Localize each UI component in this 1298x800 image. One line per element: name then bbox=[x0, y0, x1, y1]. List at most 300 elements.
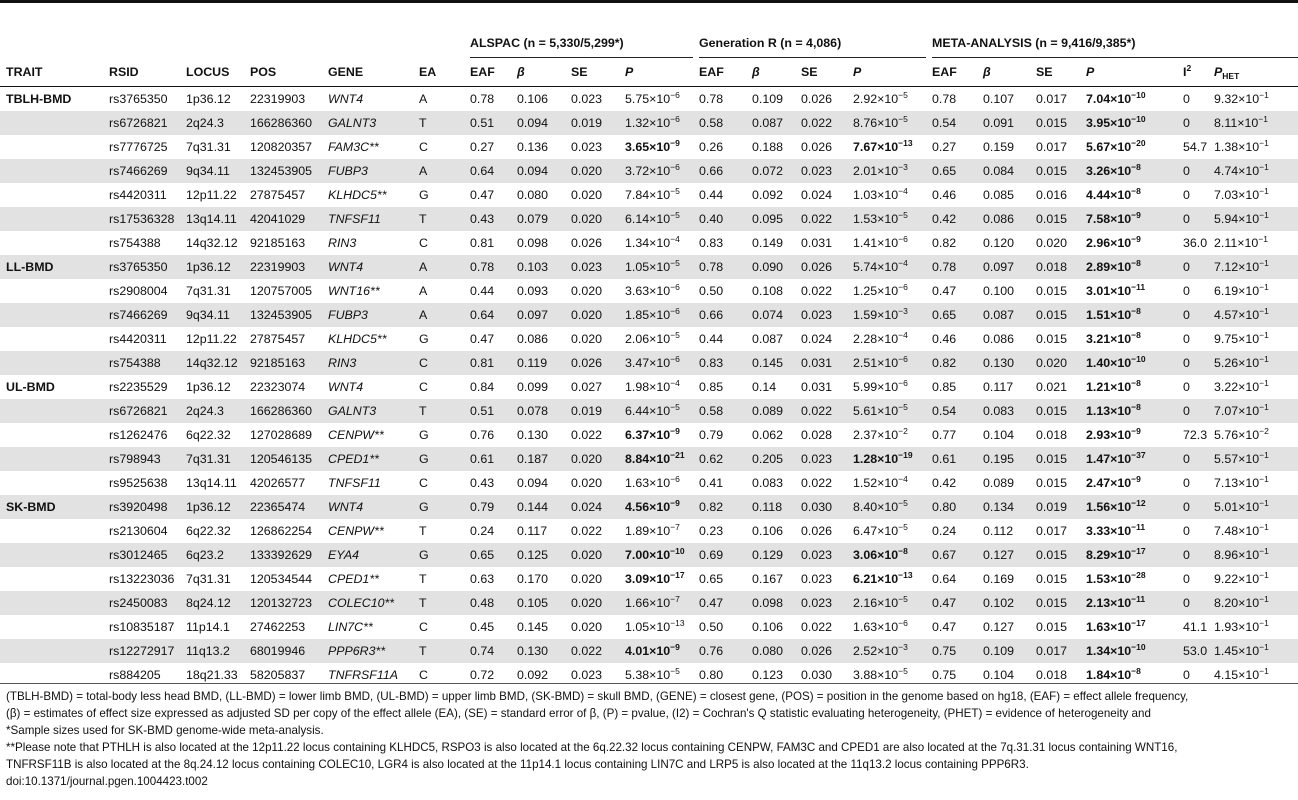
cell-meta-se: 0.018 bbox=[1036, 668, 1068, 682]
cell-trait bbox=[0, 327, 103, 351]
cell-phet: $8.96\times 10^{-1}$ bbox=[1208, 543, 1298, 567]
cell-alspac-p: $2.06\times 10^{-5}$ bbox=[625, 330, 680, 346]
cell-meta-eaf: 0.47 bbox=[932, 620, 957, 634]
cell-genr-eaf: 0.65 bbox=[699, 572, 724, 586]
col-genr-eaf: EAF bbox=[693, 58, 746, 87]
cell-genr-p-mantissa: 1.03 bbox=[853, 188, 878, 202]
cell-pos: 27462253 bbox=[250, 620, 306, 634]
cell-i2: 0 bbox=[1183, 668, 1190, 682]
cell-alspac-se: 0.020 bbox=[565, 303, 619, 327]
cell-meta-beta: 0.083 bbox=[977, 399, 1030, 423]
cell-alspac-p-mantissa: 3.72 bbox=[625, 164, 650, 178]
cell-alspac-beta: 0.098 bbox=[517, 236, 549, 250]
cell-gene: WNT4 bbox=[328, 380, 364, 394]
cell-meta-eaf: 0.54 bbox=[926, 399, 977, 423]
cell-alspac-eaf: 0.63 bbox=[470, 572, 495, 586]
cell-meta-se: 0.015 bbox=[1030, 303, 1080, 327]
cell-alspac-p-exponent: −5 bbox=[670, 666, 680, 676]
cell-genr-eaf: 0.82 bbox=[693, 495, 746, 519]
cell-genr-p-exponent: −3 bbox=[898, 642, 908, 652]
cell-alspac-se: 0.020 bbox=[565, 591, 619, 615]
cell-alspac-p-mantissa: 4.01 bbox=[625, 644, 650, 658]
cell-genr-se: 0.023 bbox=[795, 303, 847, 327]
table-row bbox=[0, 255, 1298, 279]
cell-genr-p-mantissa: 2.16 bbox=[853, 596, 878, 610]
cell-alspac-beta: 0.130 bbox=[517, 428, 549, 442]
cell-genr-eaf: 0.83 bbox=[693, 351, 746, 375]
cell-ea: G bbox=[413, 543, 464, 567]
cell-alspac-p: $1.66\times 10^{-7}$ bbox=[619, 591, 693, 615]
cell-genr-p-exponent: −4 bbox=[898, 186, 908, 196]
cell-alspac-p-exponent: −6 bbox=[670, 306, 680, 316]
cell-genr-p-exponent: −19 bbox=[898, 450, 913, 460]
cell-alspac-eaf: 0.51 bbox=[464, 399, 511, 423]
cell-genr-p-exponent: −8 bbox=[898, 546, 908, 556]
cell-genr-beta: 0.087 bbox=[752, 332, 784, 346]
cell-gene: TNFSF11 bbox=[328, 476, 381, 490]
cell-genr-beta: 0.188 bbox=[752, 140, 784, 154]
cell-alspac-beta: 0.105 bbox=[511, 591, 565, 615]
cell-pos: 58205837 bbox=[250, 668, 306, 682]
cell-ea: T bbox=[413, 639, 464, 663]
cell-alspac-beta: 0.130 bbox=[511, 639, 565, 663]
cell-meta-p: $3.33\times 10^{-11}$ bbox=[1086, 522, 1146, 538]
cell-meta-p-exponent: −8 bbox=[1131, 162, 1141, 172]
cell-meta-beta: 0.086 bbox=[977, 207, 1030, 231]
cell-i2: 54.7 bbox=[1183, 140, 1208, 154]
col-i2: $I^2$ bbox=[1177, 58, 1208, 87]
cell-genr-eaf: 0.44 bbox=[699, 188, 724, 202]
cell-phet-exponent: −1 bbox=[1259, 90, 1269, 100]
cell-pos: 92185163 bbox=[244, 351, 322, 375]
cell-alspac-beta: 0.106 bbox=[517, 92, 549, 106]
cell-rsid: rs4420311 bbox=[109, 332, 167, 346]
cell-rsid: rs12272917 bbox=[103, 639, 180, 663]
cell-phet-mantissa: 3.22 bbox=[1214, 380, 1239, 394]
cell-meta-beta: 0.091 bbox=[977, 111, 1030, 135]
cell-genr-p: $2.28\times 10^{-4}$ bbox=[853, 330, 908, 346]
cell-genr-p: $1.52\times 10^{-4}$ bbox=[853, 474, 908, 490]
cell-genr-p-mantissa: 2.51 bbox=[853, 356, 878, 370]
cell-meta-p-mantissa: 7.04 bbox=[1086, 92, 1111, 106]
cell-alspac-p-mantissa: 2.06 bbox=[625, 332, 650, 346]
cell-alspac-beta: 0.086 bbox=[517, 332, 549, 346]
cell-alspac-eaf: 0.47 bbox=[470, 188, 495, 202]
cell-meta-eaf: 0.75 bbox=[932, 668, 957, 682]
cell-meta-p-mantissa: 3.01 bbox=[1086, 284, 1111, 298]
cell-alspac-p: $3.09\times 10^{-17}$ bbox=[625, 570, 685, 586]
cell-alspac-p-mantissa: 1.89 bbox=[625, 524, 650, 538]
cell-i2: 0 bbox=[1183, 524, 1190, 538]
cell-genr-beta: 0.092 bbox=[752, 188, 784, 202]
cell-phet: $8.20\times 10^{-1}$ bbox=[1208, 591, 1298, 615]
cell-alspac-p-exponent: −5 bbox=[670, 402, 680, 412]
cell-phet-mantissa: 1.93 bbox=[1214, 620, 1239, 634]
cell-meta-p-mantissa: 3.26 bbox=[1086, 164, 1111, 178]
cell-meta-beta: 0.159 bbox=[983, 140, 1015, 154]
cell-alspac-p-mantissa: 1.34 bbox=[625, 236, 650, 250]
cell-meta-eaf: 0.46 bbox=[932, 188, 957, 202]
cell-gene: COLEC10** bbox=[322, 591, 413, 615]
cell-i2: 0 bbox=[1183, 332, 1190, 346]
cell-meta-eaf: 0.47 bbox=[926, 591, 977, 615]
cell-alspac-p-exponent: −6 bbox=[670, 354, 680, 364]
table-footnotes bbox=[6, 688, 1296, 790]
cell-ea: G bbox=[419, 188, 429, 202]
footnote-loci-2: TNFRSF11B is also located at the 8q.24.12 locus containing COLEC10, LGR4 is also located at the 11p14.1 locus containing LIN7C and LRP5 is also located at the 11q13.2 locus containing PPP6R3. bbox=[6, 758, 1029, 771]
col-alspac-beta: β bbox=[511, 58, 565, 87]
cell-gene: WNT16** bbox=[328, 284, 380, 298]
cell-alspac-p: $3.63\times 10^{-6}$ bbox=[625, 282, 680, 298]
cell-phet: $7.07\times 10^{-1}$ bbox=[1208, 399, 1298, 423]
cell-meta-p-mantissa: 1.51 bbox=[1086, 308, 1111, 322]
cell-alspac-beta: 0.125 bbox=[511, 543, 565, 567]
cell-i2: 36.0 bbox=[1183, 236, 1208, 250]
cell-locus: 1p36.12 bbox=[186, 92, 231, 106]
col-rsid: RSID bbox=[103, 58, 180, 87]
cell-trait bbox=[0, 303, 103, 327]
cell-genr-p: $8.40\times 10^{-5}$ bbox=[847, 495, 926, 519]
cell-phet-exponent: −1 bbox=[1259, 498, 1269, 508]
table-row bbox=[0, 279, 1298, 303]
cell-alspac-eaf: 0.78 bbox=[464, 255, 511, 279]
col-alspac-se: SE bbox=[565, 58, 619, 87]
footer-rule bbox=[0, 683, 1298, 684]
cell-genr-se: 0.028 bbox=[801, 428, 833, 442]
cell-meta-se: 0.015 bbox=[1030, 447, 1080, 471]
cell-alspac-se: 0.023 bbox=[565, 255, 619, 279]
cell-genr-beta: 0.118 bbox=[746, 495, 795, 519]
cell-rsid: rs4420311 bbox=[109, 188, 167, 202]
group-alspac: ALSPAC (n = 5,330/5,299*) bbox=[464, 28, 693, 58]
cell-locus: 2q24.3 bbox=[180, 111, 244, 135]
table-row bbox=[0, 183, 1298, 207]
cell-alspac-p-exponent: −21 bbox=[670, 450, 685, 460]
cell-genr-eaf: 0.85 bbox=[699, 380, 724, 394]
cell-rsid: rs7466269 bbox=[103, 303, 180, 327]
cell-genr-beta: 0.14 bbox=[752, 380, 777, 394]
cell-trait bbox=[0, 399, 103, 423]
cell-alspac-beta: 0.144 bbox=[511, 495, 565, 519]
cell-phet: $4.15\times 10^{-1}$ bbox=[1214, 666, 1269, 682]
table-row bbox=[0, 447, 1298, 471]
cell-trait bbox=[0, 639, 103, 663]
table-row bbox=[0, 591, 1298, 615]
cell-meta-se: 0.015 bbox=[1030, 543, 1080, 567]
cell-alspac-p: $7.00\times 10^{-10}$ bbox=[619, 543, 693, 567]
cell-phet-exponent: −1 bbox=[1259, 402, 1269, 412]
cell-meta-se: 0.015 bbox=[1036, 284, 1068, 298]
cell-phet-mantissa: 5.26 bbox=[1214, 356, 1239, 370]
cell-meta-p: $1.53\times 10^{-28}$ bbox=[1086, 570, 1146, 586]
cell-genr-p-mantissa: 1.53 bbox=[853, 212, 878, 226]
cell-genr-se: 0.022 bbox=[801, 284, 833, 298]
cell-phet-exponent: −1 bbox=[1259, 210, 1269, 220]
cell-genr-beta: 0.129 bbox=[746, 543, 795, 567]
cell-alspac-p-mantissa: 3.09 bbox=[625, 572, 650, 586]
cell-genr-beta: 0.106 bbox=[752, 620, 784, 634]
cell-meta-beta: 0.107 bbox=[983, 92, 1015, 106]
cell-genr-beta: 0.123 bbox=[752, 668, 784, 682]
cell-phet-mantissa: 1.38 bbox=[1214, 140, 1239, 154]
cell-alspac-se: 0.020 bbox=[571, 620, 603, 634]
cell-meta-beta: 0.104 bbox=[983, 668, 1015, 682]
cell-meta-p-exponent: −28 bbox=[1131, 570, 1146, 580]
cell-genr-p: $3.88\times 10^{-5}$ bbox=[853, 666, 908, 682]
cell-alspac-beta: 0.097 bbox=[511, 303, 565, 327]
cell-genr-se: 0.026 bbox=[801, 524, 833, 538]
cell-meta-se: 0.016 bbox=[1036, 188, 1068, 202]
cell-alspac-p: $4.01\times 10^{-9}$ bbox=[619, 639, 693, 663]
cell-phet: $6.19\times 10^{-1}$ bbox=[1214, 282, 1269, 298]
cell-meta-p: $1.47\times 10^{-37}$ bbox=[1080, 447, 1177, 471]
footnote-sample-sizes: *Sample sizes used for SK-BMD genome-wide meta-analysis. bbox=[6, 724, 324, 737]
cell-meta-se: 0.017 bbox=[1036, 140, 1068, 154]
cell-alspac-eaf: 0.81 bbox=[464, 351, 511, 375]
cell-genr-p-mantissa: 2.52 bbox=[853, 644, 878, 658]
cell-meta-se: 0.015 bbox=[1030, 111, 1080, 135]
cell-meta-p-exponent: −8 bbox=[1131, 402, 1141, 412]
cell-meta-eaf: 0.78 bbox=[932, 92, 957, 106]
cell-genr-se: 0.023 bbox=[795, 543, 847, 567]
cell-genr-p: $1.03\times 10^{-4}$ bbox=[853, 186, 908, 202]
cell-genr-p-mantissa: 1.25 bbox=[853, 284, 878, 298]
cell-meta-eaf: 0.61 bbox=[926, 447, 977, 471]
cell-phet: $4.57\times 10^{-1}$ bbox=[1208, 303, 1298, 327]
cell-meta-p-exponent: −9 bbox=[1131, 474, 1141, 484]
cell-alspac-eaf: 0.74 bbox=[464, 639, 511, 663]
cell-ea: T bbox=[413, 111, 464, 135]
cell-meta-beta: 0.102 bbox=[977, 591, 1030, 615]
cell-phet-mantissa: 7.03 bbox=[1214, 188, 1239, 202]
cell-meta-p-mantissa: 1.21 bbox=[1086, 380, 1111, 394]
cell-phet: $8.11\times 10^{-1}$ bbox=[1208, 111, 1298, 135]
cell-genr-p: $2.37\times 10^{-2}$ bbox=[853, 426, 908, 442]
cell-rsid: rs1262476 bbox=[109, 428, 168, 442]
cell-locus: 7q31.31 bbox=[186, 284, 231, 298]
cell-meta-p-mantissa: 1.56 bbox=[1086, 500, 1111, 514]
cell-alspac-p-exponent: −4 bbox=[670, 234, 680, 244]
cell-phet-exponent: −1 bbox=[1259, 306, 1269, 316]
cell-meta-se: 0.015 bbox=[1036, 332, 1068, 346]
cell-genr-p-mantissa: 1.59 bbox=[853, 308, 878, 322]
cell-genr-p: $1.28\times 10^{-19}$ bbox=[847, 447, 926, 471]
cell-alspac-p: $6.14\times 10^{-5}$ bbox=[619, 207, 693, 231]
cell-gene: FAM3C** bbox=[328, 140, 379, 154]
cell-meta-p-mantissa: 8.29 bbox=[1086, 548, 1111, 562]
cell-i2: 0 bbox=[1177, 591, 1208, 615]
cell-genr-eaf: 0.69 bbox=[693, 543, 746, 567]
cell-alspac-se: 0.020 bbox=[565, 543, 619, 567]
cell-genr-beta: 0.074 bbox=[746, 303, 795, 327]
cell-gene: RIN3 bbox=[328, 236, 357, 250]
cell-phet-mantissa: 8.11 bbox=[1214, 116, 1238, 130]
cell-phet-mantissa: 9.22 bbox=[1214, 572, 1239, 586]
cell-meta-eaf: 0.64 bbox=[932, 572, 957, 586]
cell-pos: 22365474 bbox=[244, 495, 322, 519]
cell-genr-se: 0.026 bbox=[795, 639, 847, 663]
cell-genr-p-mantissa: 5.74 bbox=[853, 260, 878, 274]
cell-alspac-eaf: 0.76 bbox=[470, 428, 495, 442]
cell-genr-p: $5.99\times 10^{-6}$ bbox=[853, 378, 908, 394]
cell-genr-beta: 0.062 bbox=[752, 428, 784, 442]
cell-genr-beta: 0.090 bbox=[746, 255, 795, 279]
cell-pos: 22319903 bbox=[244, 255, 322, 279]
cell-genr-eaf: 0.78 bbox=[693, 255, 746, 279]
cell-ea: T bbox=[419, 524, 427, 538]
col-gene: GENE bbox=[322, 58, 413, 87]
cell-trait bbox=[0, 111, 103, 135]
cell-genr-p-exponent: −5 bbox=[898, 522, 908, 532]
cell-alspac-p-exponent: −9 bbox=[670, 426, 680, 436]
cell-gene: RIN3 bbox=[322, 351, 413, 375]
cell-meta-eaf: 0.82 bbox=[926, 351, 977, 375]
cell-meta-beta: 0.169 bbox=[983, 572, 1015, 586]
cell-alspac-beta: 0.136 bbox=[517, 140, 549, 154]
cell-meta-p-exponent: −8 bbox=[1131, 258, 1141, 268]
cell-rsid: rs2908004 bbox=[109, 284, 168, 298]
cell-alspac-p-mantissa: 1.63 bbox=[625, 476, 650, 490]
cell-alspac-eaf: 0.64 bbox=[464, 159, 511, 183]
cell-genr-p-mantissa: 1.41 bbox=[853, 236, 878, 250]
cell-meta-p-mantissa: 3.95 bbox=[1086, 116, 1111, 130]
cell-alspac-p-exponent: −9 bbox=[670, 138, 680, 148]
cell-phet-mantissa: 1.45 bbox=[1214, 644, 1239, 658]
cell-meta-p: $1.21\times 10^{-8}$ bbox=[1086, 378, 1141, 394]
cell-phet: $9.75\times 10^{-1}$ bbox=[1214, 330, 1269, 346]
cell-genr-p-exponent: −5 bbox=[898, 666, 908, 676]
cell-alspac-p: $3.65\times 10^{-9}$ bbox=[625, 138, 680, 154]
cell-meta-se: 0.015 bbox=[1036, 476, 1068, 490]
cell-meta-eaf: 0.77 bbox=[932, 428, 957, 442]
cell-locus: 12p11.22 bbox=[186, 332, 237, 346]
cell-meta-p-exponent: −8 bbox=[1131, 186, 1141, 196]
cell-genr-se: 0.022 bbox=[801, 476, 833, 490]
cell-genr-p-mantissa: 5.61 bbox=[853, 404, 878, 418]
cell-meta-p: $2.89\times 10^{-8}$ bbox=[1080, 255, 1177, 279]
cell-meta-beta: 0.195 bbox=[977, 447, 1030, 471]
cell-locus: 14q32.12 bbox=[180, 351, 244, 375]
cell-genr-p-exponent: −4 bbox=[898, 330, 908, 340]
cell-phet: $9.22\times 10^{-1}$ bbox=[1214, 570, 1269, 586]
cell-meta-eaf: 0.54 bbox=[926, 111, 977, 135]
cell-alspac-p-exponent: −5 bbox=[670, 210, 680, 220]
cell-alspac-p-mantissa: 6.14 bbox=[625, 212, 650, 226]
cell-meta-p-mantissa: 1.40 bbox=[1086, 356, 1111, 370]
cell-meta-eaf: 0.65 bbox=[926, 303, 977, 327]
cell-locus: 9q34.11 bbox=[180, 303, 244, 327]
cell-phet-mantissa: 7.12 bbox=[1214, 260, 1239, 274]
cell-alspac-se: 0.020 bbox=[565, 207, 619, 231]
cell-alspac-eaf: 0.64 bbox=[464, 303, 511, 327]
cell-ea: C bbox=[419, 620, 428, 634]
cell-meta-beta: 0.127 bbox=[983, 620, 1015, 634]
cell-trait: SK-BMD bbox=[0, 495, 103, 519]
cell-meta-se: 0.018 bbox=[1030, 255, 1080, 279]
cell-trait bbox=[0, 231, 103, 255]
cell-phet: $5.57\times 10^{-1}$ bbox=[1208, 447, 1298, 471]
cell-pos: 120546135 bbox=[244, 447, 322, 471]
cell-alspac-eaf: 0.43 bbox=[464, 207, 511, 231]
cell-phet-exponent: −1 bbox=[1259, 570, 1269, 580]
cell-locus: 7q31.31 bbox=[186, 572, 231, 586]
cell-genr-p: $6.47\times 10^{-5}$ bbox=[853, 522, 908, 538]
cell-meta-beta: 0.130 bbox=[977, 351, 1030, 375]
cell-genr-eaf: 0.78 bbox=[699, 92, 724, 106]
cell-phet: $1.38\times 10^{-1}$ bbox=[1214, 138, 1269, 154]
cell-alspac-eaf: 0.61 bbox=[464, 447, 511, 471]
footnote-doi: doi:10.1371/journal.pgen.1004423.t002 bbox=[6, 775, 208, 788]
cell-locus: 7q31.31 bbox=[186, 140, 231, 154]
cell-genr-p-mantissa: 6.47 bbox=[853, 524, 878, 538]
cell-alspac-p: $3.72\times 10^{-6}$ bbox=[619, 159, 693, 183]
cell-alspac-se: 0.027 bbox=[571, 380, 603, 394]
cell-alspac-p: $1.63\times 10^{-6}$ bbox=[625, 474, 680, 490]
cell-genr-p: $2.51\times 10^{-6}$ bbox=[847, 351, 926, 375]
cell-locus: 14q32.12 bbox=[186, 236, 238, 250]
cell-pos: 42041029 bbox=[244, 207, 322, 231]
cell-meta-p-mantissa: 1.63 bbox=[1086, 620, 1111, 634]
cell-gene: GALNT3 bbox=[322, 111, 413, 135]
cell-phet-mantissa: 4.57 bbox=[1214, 308, 1239, 322]
cell-phet-mantissa: 5.76 bbox=[1214, 428, 1239, 442]
cell-trait bbox=[0, 135, 103, 159]
table-row bbox=[0, 399, 1298, 423]
cell-genr-se: 0.022 bbox=[795, 207, 847, 231]
cell-i2: 53.0 bbox=[1177, 639, 1208, 663]
cell-meta-beta: 0.104 bbox=[983, 428, 1015, 442]
cell-pos: 92185163 bbox=[250, 236, 306, 250]
cell-alspac-se: 0.020 bbox=[565, 447, 619, 471]
cell-phet: $3.22\times 10^{-1}$ bbox=[1214, 378, 1269, 394]
cell-alspac-p-mantissa: 1.05 bbox=[625, 620, 650, 634]
cell-meta-beta: 0.097 bbox=[977, 255, 1030, 279]
cell-phet: $7.48\times 10^{-1}$ bbox=[1214, 522, 1269, 538]
cell-genr-p: $2.92\times 10^{-5}$ bbox=[853, 90, 908, 106]
cell-meta-p-exponent: −10 bbox=[1131, 90, 1146, 100]
top-rule bbox=[0, 0, 1298, 3]
results-table bbox=[0, 28, 1298, 687]
cell-meta-p: $3.01\times 10^{-11}$ bbox=[1086, 282, 1146, 298]
cell-alspac-beta: 0.170 bbox=[517, 572, 549, 586]
cell-meta-p: $1.13\times 10^{-8}$ bbox=[1080, 399, 1177, 423]
cell-alspac-p-exponent: −7 bbox=[670, 594, 680, 604]
cell-alspac-se: 0.020 bbox=[565, 159, 619, 183]
group-generation-r: Generation R (n = 4,086) bbox=[693, 28, 926, 58]
cell-phet-exponent: −1 bbox=[1259, 330, 1269, 340]
cell-meta-p-exponent: −17 bbox=[1131, 618, 1146, 628]
cell-pos: 42026577 bbox=[250, 476, 306, 490]
cell-alspac-se: 0.022 bbox=[571, 524, 603, 538]
cell-phet-mantissa: 5.01 bbox=[1214, 500, 1239, 514]
cell-rsid: rs754388 bbox=[103, 351, 180, 375]
cell-meta-p: $4.44\times 10^{-8}$ bbox=[1086, 186, 1141, 202]
cell-meta-p-mantissa: 2.96 bbox=[1086, 236, 1111, 250]
cell-rsid: rs7466269 bbox=[103, 159, 180, 183]
cell-rsid: rs3765350 bbox=[103, 255, 180, 279]
cell-rsid: rs2450083 bbox=[103, 591, 180, 615]
table-row bbox=[0, 207, 1298, 231]
cell-genr-se: 0.031 bbox=[801, 380, 833, 394]
cell-i2: 41.1 bbox=[1183, 620, 1208, 634]
cell-alspac-eaf: 0.47 bbox=[470, 332, 495, 346]
cell-phet-exponent: −1 bbox=[1259, 594, 1269, 604]
cell-phet: $1.93\times 10^{-1}$ bbox=[1214, 618, 1269, 634]
cell-alspac-eaf: 0.43 bbox=[470, 476, 495, 490]
cell-meta-se: 0.017 bbox=[1036, 92, 1068, 106]
cell-meta-beta: 0.100 bbox=[983, 284, 1015, 298]
cell-alspac-p-exponent: −6 bbox=[670, 114, 680, 124]
